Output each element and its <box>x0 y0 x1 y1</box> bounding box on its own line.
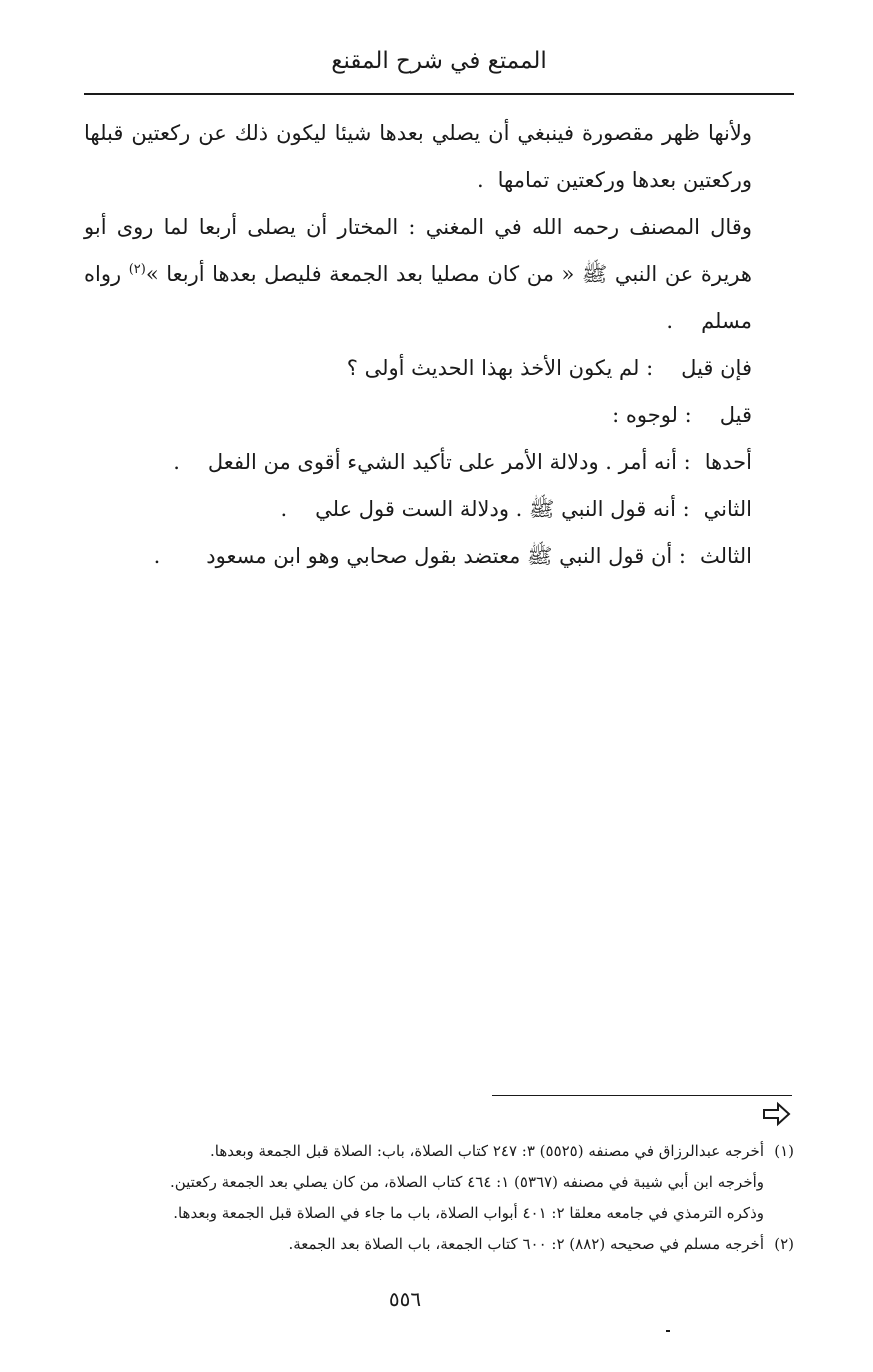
footnote-2-number: (٢) <box>774 1235 794 1253</box>
hadith-source: رواه مسلم <box>84 262 752 333</box>
reason-3-label: الثالث <box>700 544 752 568</box>
hadith-quote: النبي ﷺ « من كان مصليا بعد الجمعة فليصل بعدها أربعا » <box>145 262 658 286</box>
sentence-end-dot: . <box>476 168 484 192</box>
footnote-1-number: (١) <box>774 1142 794 1160</box>
answer-line <box>84 392 796 439</box>
sentence-end-dot: . <box>153 544 161 568</box>
sentence-end-dot: . <box>280 497 288 521</box>
reason-1-text: : أنه أمر . ودلالة الأمر على تأكيد الشيء أقوى من الفعل <box>207 450 691 474</box>
reason-3-line <box>84 533 796 580</box>
paragraph-1-line-2: وركعتين بعدها وركعتين تمامها <box>497 168 752 192</box>
main-text <box>84 110 796 580</box>
paragraph-1 <box>84 110 796 204</box>
footnote-1-line-2: وأخرجه ابن أبي شيبة في مصنفه (٥٣٦٧) ١: ٤٦٤ كتاب الصلاة، من كان يصلي بعد الجمعة ركعتين. <box>169 1173 764 1191</box>
question-text: : لم يكون الأخذ بهذا الحديث أولى ؟ <box>346 356 654 380</box>
footnote-1-line-1 <box>84 1136 794 1167</box>
footnotes <box>84 1136 794 1260</box>
reason-2-label: الثاني <box>703 497 752 521</box>
question-line <box>84 345 796 392</box>
footnote-2-line-1 <box>84 1229 794 1260</box>
paragraph-2-line-1: وقال المصنف رحمه الله في المغني : المختار أن يصلى أربعا لما روى أبو هريرة عن <box>84 215 752 286</box>
right-arrow-outline-icon <box>762 1100 792 1128</box>
print-speck <box>666 1330 670 1332</box>
page-number: ٥٥٦ <box>388 1287 422 1311</box>
answer-text: : لوجوه : <box>612 403 692 427</box>
paragraph-1-line-1: ولأنها ظهر مقصورة فينبغي أن يصلي بعدها شيئا ليكون ذلك عن ركعتين قبلها <box>84 121 752 145</box>
running-header: الممتع في شرح المقنع <box>331 48 547 74</box>
reason-3-text: : أن قول النبي ﷺ معتضد بقول صحابي وهو ابن مسعود <box>206 544 686 568</box>
paragraph-2 <box>84 204 796 345</box>
footnote-marker-2: (٢) <box>128 262 146 277</box>
reason-2-text: : أنه قول النبي ﷺ . ودلالة الست قول علي <box>315 497 690 521</box>
answer-label: قيل <box>719 403 752 427</box>
question-label: فإن قيل <box>681 356 752 380</box>
footnote-1-text: أخرجه عبدالرزاق في مصنفه (٥٥٢٥) ٣: ٢٤٧ كتاب الصلاة، باب: الصلاة قبل الجمعة وبعدها. <box>210 1142 764 1160</box>
sentence-end-dot: . <box>666 309 674 333</box>
sentence-end-dot: . <box>173 450 180 474</box>
reason-1-line <box>84 439 796 486</box>
reason-2-line <box>84 486 796 533</box>
reason-1-label: أحدها <box>704 450 752 474</box>
footnote-1-line-3: وذكره الترمذي في جامعه معلقا ٢: ٤٠١ أبواب الصلاة، باب ما جاء في الصلاة قبل الجمعة وبعدها. <box>173 1204 764 1222</box>
header-rule <box>84 93 794 95</box>
footnote-separator <box>492 1095 792 1096</box>
footnote-2-text: أخرجه مسلم في صحيحه (٨٨٢) ٢: ٦٠٠ كتاب الجمعة، باب الصلاة بعد الجمعة. <box>288 1235 764 1253</box>
